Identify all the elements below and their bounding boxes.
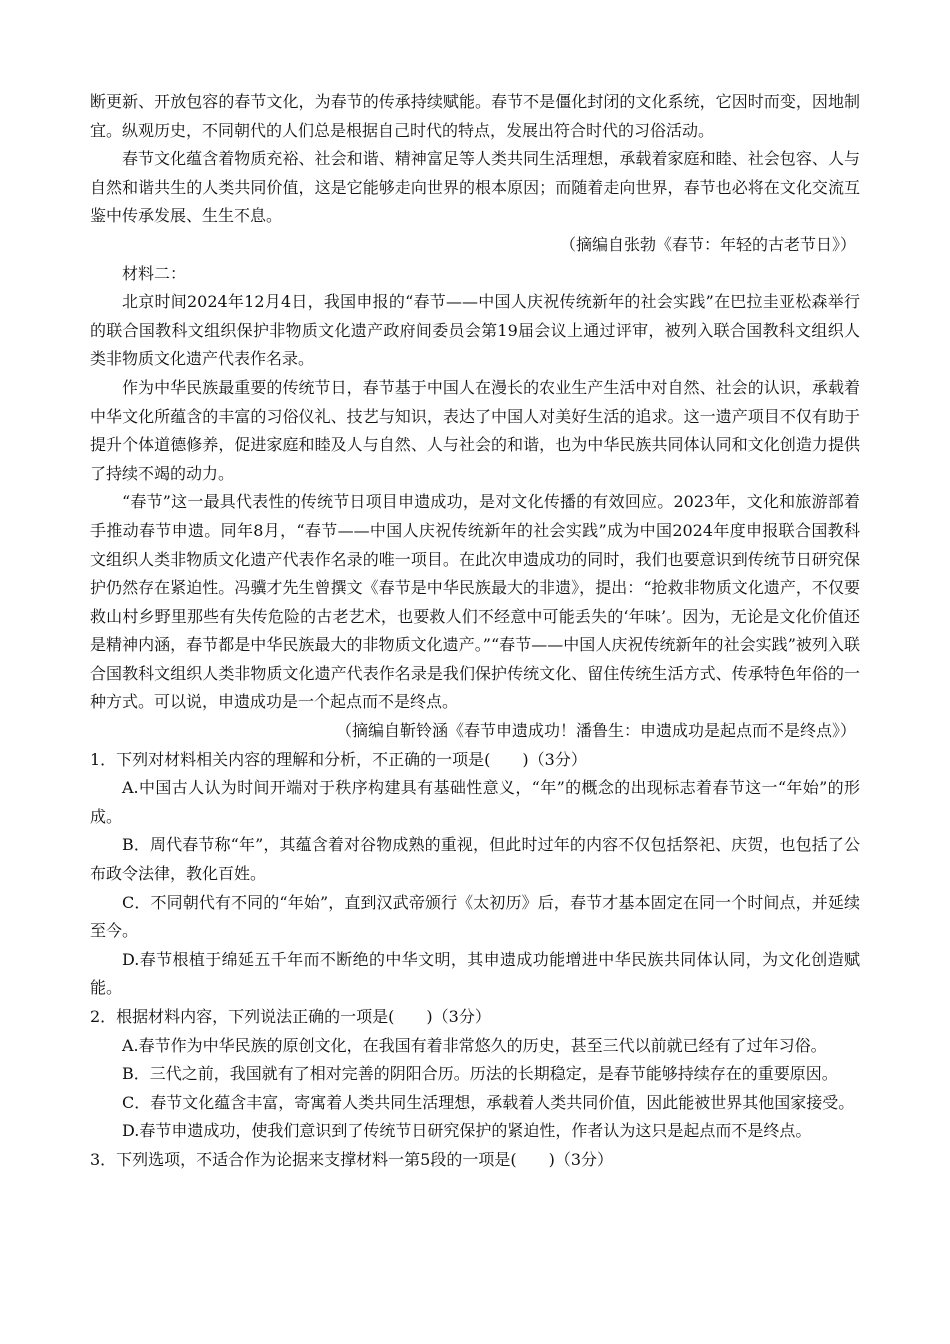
material2-paragraph-2: 作为中华民族最重要的传统节日，春节基于中国人在漫长的农业生产生活中对自然、社会的认识，承载着中华文化所蕴含的丰富的习俗仪礼、技艺与知识，表达了中国人对美好生活的追求。这一遗产项目不仅有助于提升个体道德修养，促进家庭和睦及人与自然、人与社会的和谐，也为中华民族共同体认同和文化创造力提供了持续不竭的动力。: [90, 377, 860, 483]
question-1-option-a: A.中国古人认为时间开端对于秩序构建具有基础性意义，“年”的概念的出现标志着春节这一“年始”的形成。: [90, 778, 860, 826]
material1-source: （摘编自张勃《春节：年轻的古老节日》）: [559, 234, 856, 254]
question-1-option-b: B．周代春节称“年”，其蕴含着对谷物成熟的重视，但此时过年的内容不仅包括祭祀、庆贺，也包括了公布政令法律，教化百姓。: [90, 835, 860, 884]
question-3-stem: 3．下列选项，不适合作为论据来支撑材料一第5段的一项是( )（3分）: [90, 1149, 614, 1169]
material2-paragraph-3: “春节”这一最具代表性的传统节日项目申遗成功，是对文化传播的有效回应。2023年，文化和旅游部着手推动春节申遗。同年8月，“春节——中国人庆祝传统新年的社会实践”成为中国2024年度申报联合国教科文组织人类非物质文化遗产代表作名录的唯一项目。在此次申遗成功的同时，我们也要意识到传统节日研究保护仍然存在紧迫性。冯骥才先生曾撰文《春节是中华民族最大的非遗》，提出：“抢救非物质文化遗产，不仅要救山村乡野里那些有失传危险的古老艺术，也要救人们不经意中可能丢失的‘年味’。因为，无论是文化价值还是精神内涵，春节都是中华民族最大的非物质文化遗产。”“春节——中国人庆祝传统新年的社会实践”被列入联合国教科文组织人类非物质文化遗产代表作名录是我们保护传统文化、留住传统生活方式、传承特色年俗的一种方式。可以说，申遗成功是一个起点而不是终点。: [90, 492, 860, 712]
question-2-option-c: C．春节文化蕴含丰富，寄寓着人类共同生活理想，承载着人类共同价值，因此能被世界其他国家接受。: [122, 1092, 855, 1112]
question-2-option-a: A.春节作为中华民族的原创文化，在我国有着非常悠久的历史，甚至三代以前就已经有了过年习俗。: [122, 1035, 827, 1055]
material1-paragraph-tail: 断更新、开放包容的春节文化，为春节的传承持续赋能。春节不是僵化封闭的文化系统，它因时而变，因地制宜。纵观历史，不同朝代的人们总是根据自己时代的特点，发展出符合时代的习俗活动。: [90, 92, 860, 140]
material2-paragraph-1: 北京时间2024年12月4日，我国申报的“春节——中国人庆祝传统新年的社会实践”在巴拉圭亚松森举行的联合国教科文组织保护非物质文化遗产政府间委员会第19届会议上通过评审，被列入联合国教科文组织人类非物质文化遗产代表作名录。: [90, 292, 860, 369]
question-2-option-d: D.春节申遗成功，使我们意识到了传统节日研究保护的紧迫性，作者认为这只是起点而不是终点。: [122, 1121, 812, 1141]
question-2-option-b: B．三代之前，我国就有了相对完善的阴阳合历。历法的长期稳定，是春节能够持续存在的重要原因。: [122, 1064, 838, 1084]
question-1-option-d: D.春节根植于绵延五千年而不断绝的中华文明，其申遗成功能增进中华民族共同体认同，为文化创造赋能。: [90, 949, 860, 998]
material2-heading: 材料二：: [122, 263, 187, 283]
material2-source: （摘编自靳铃涵《春节申遗成功！潘鲁生：申遗成功是起点而不是终点》）: [335, 721, 856, 741]
question-1-option-c: C．不同朝代有不同的“年始”，直到汉武帝颁行《太初历》后，春节才基本固定在同一个时间点，并延续至今。: [90, 892, 860, 941]
material1-paragraph-final: 春节文化蕴含着物质充裕、社会和谐、精神富足等人类共同生活理想，承载着家庭和睦、社会包容、人与自然和谐共生的人类共同价值，这是它能够走向世界的根本原因；而随着走向世界，春节也必将在文化交流互鉴中传承发展、生生不息。: [90, 149, 860, 226]
question-2-stem: 2．根据材料内容，下列说法正确的一项是( )（3分）: [90, 1007, 491, 1026]
question-1-stem: 1．下列对材料相关内容的理解和分析，不正确的一项是( )（3分）: [90, 749, 587, 769]
